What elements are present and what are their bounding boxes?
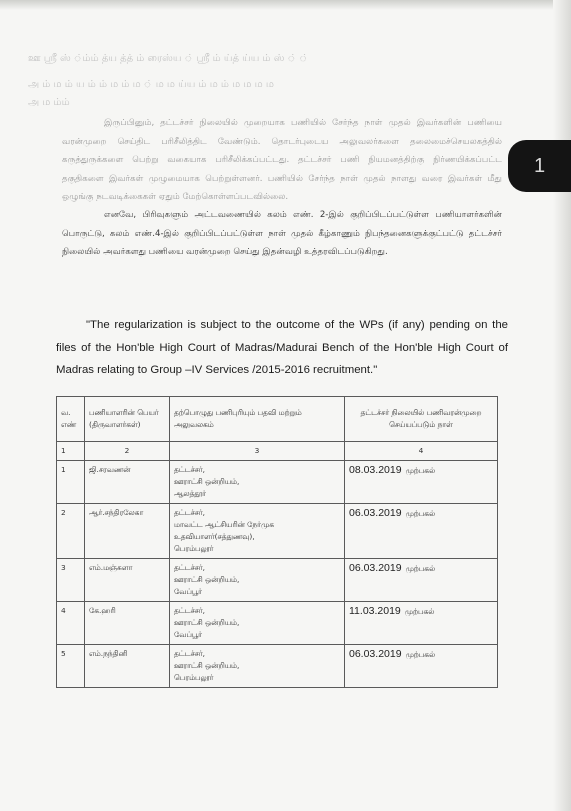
- row-employee-name: ஆர்.சந்திரலேகா: [85, 504, 170, 559]
- table-row: [57, 504, 498, 559]
- session-label: முற்பகல்: [405, 509, 436, 518]
- row-date-cell: [345, 602, 498, 645]
- session-label: முற்பகல்: [404, 607, 435, 616]
- row-post: [170, 504, 345, 559]
- header-employee: பணியாளரின் பெயர் (திருவாளர்கள்): [85, 397, 170, 442]
- regularization-date: 06.03.2019: [349, 507, 402, 519]
- table-row: [57, 559, 498, 602]
- row-post: [170, 461, 345, 504]
- faint-header-line-2: அ ம் ம ம் ய ம் ம் ம ம் ம ் ம ம ய்ய ம் ம ம் ம ம ம ம: [28, 79, 274, 90]
- row-date-cell: [345, 559, 498, 602]
- post-line: தட்டச்சர்,: [174, 465, 205, 474]
- english-condition-note: [56, 314, 508, 382]
- row-date-cell: [345, 504, 498, 559]
- post-line: வேப்பூர்: [174, 587, 202, 596]
- regularization-date: 06.03.2019: [349, 648, 402, 660]
- row-employee-name: எம்.நந்தினி: [85, 645, 170, 688]
- column-number: 2: [85, 442, 170, 461]
- paragraph-regularization-context: இருப்பினும், தட்டச்சர் நிலையில் முறையாக பணியில் சேர்ந்த நாள் முதல் இவர்களின் பணியை வரன்முறை செய்திட பரிசீலித்திட வேண்டும். தொடர்புடைய அலுவலர்களை தலைமைச்செயலகத்தில் கருத்துருக்களை பெற்று வகையாக பரிசீலிக்கப்பட்டது. தட்டச்சர் பணி நியமனத்திற்கு நிர்ணயிக்கப்பட்ட தகுதிகளை இவர்கள் முழுமையாக பெற்றுள்ளனர். பணியில் சேர்ந்த நாள் முதல் நாளது வரை இவர்கள் மீது ஒழுங்கு நடவடிக்கைகள் ஏதும் மேற்கொள்ளப்படவில்லை.: [62, 118, 502, 202]
- faint-header-line-1: ஊ ஸ்ரீ ஸ் ்ம்ம் த்ய த்த் ம் ரைஸ்ய ் ஸ்ரீ ம் ய்த் ய்ய ம் ஸ் ் ்: [28, 53, 309, 64]
- post-line: வேப்பூர்: [174, 630, 202, 639]
- row-post: [170, 559, 345, 602]
- row-serial: 2: [57, 504, 85, 559]
- row-serial: 5: [57, 645, 85, 688]
- row-date-cell: [345, 461, 498, 504]
- header-post: தற்பொழுது பணிபுரியும் பதவி மற்றும் அலுவலகம்: [170, 397, 345, 442]
- session-label: முற்பகல்: [405, 564, 436, 573]
- row-post: [170, 645, 345, 688]
- post-line: பெரம்பலூர்: [174, 544, 214, 553]
- column-number-row: [57, 442, 498, 461]
- row-employee-name: ஜி.சரவணன்: [85, 461, 170, 504]
- post-line: தட்டச்சர்,: [174, 508, 205, 517]
- english-note-text: "The regularization is subject to the outcome of the WPs (if any) pending on the files of the Hon'ble High Court of Madras/Madurai Bench of the Hon'ble High Court of Madras relating to Group –IV Services /2015-2016 recruitment.": [56, 319, 508, 376]
- faint-header-line-3: அ ம ம்ம்: [28, 97, 70, 108]
- post-line: தட்டச்சர்,: [174, 606, 205, 615]
- post-line: தட்டச்சர்,: [174, 563, 205, 572]
- column-number: 3: [170, 442, 345, 461]
- regularization-date: 06.03.2019: [349, 562, 402, 574]
- session-label: முற்பகல்: [405, 466, 436, 475]
- row-date-cell: [345, 645, 498, 688]
- row-serial: 4: [57, 602, 85, 645]
- column-number: 1: [57, 442, 85, 461]
- scan-top-edge: [0, 0, 571, 10]
- regularization-date: 08.03.2019: [349, 464, 402, 476]
- post-line: பெரம்பலூர்: [174, 673, 214, 682]
- regularization-date: 11.03.2019: [349, 605, 401, 617]
- row-post: [170, 602, 345, 645]
- row-employee-name: கே.ஹரி: [85, 602, 170, 645]
- row-employee-name: எம்.மஞ்சுளா: [85, 559, 170, 602]
- table-row: [57, 602, 498, 645]
- page-number: 1: [533, 154, 546, 177]
- row-serial: 1: [57, 461, 85, 504]
- post-line: தட்டச்சர்,: [174, 649, 205, 658]
- table-row: [57, 645, 498, 688]
- column-number: 4: [345, 442, 498, 461]
- staff-regularization-table: [56, 396, 498, 688]
- header-serial: வ. எண்: [57, 397, 85, 442]
- table-row: [57, 461, 498, 504]
- post-line: ஊராட்சி ஒன்றியம்,: [174, 661, 240, 670]
- post-line: ஊராட்சி ஒன்றியம்,: [174, 477, 240, 486]
- scan-right-edge: [553, 0, 571, 811]
- paragraph-order: எனவே, பிரிவுகளும் அட்டவணையில் கலம் எண். 2-இல் குறிப்பிடப்பட்டுள்ள பணியாளர்களின் பொருட்டு, கலம் எண்.4-இல் குறிப்பிடப்பட்டுள்ள நாள் முதல் கீழ்காணும் நிபந்தனைகளுக்குட்பட்டு தட்டச்சர் நிலையில் அவர்களது பணியை வரன்முறை செய்து இதன்வழி உத்தரவிடப்படுகிறது.: [62, 210, 502, 257]
- post-line: மாவட்ட ஆட்சியரின் நேர்முக உதவியாளர்(சத்துணவு),: [174, 520, 274, 541]
- session-label: முற்பகல்: [405, 650, 436, 659]
- row-serial: 3: [57, 559, 85, 602]
- post-line: ஊராட்சி ஒன்றியம்,: [174, 575, 240, 584]
- header-date: தட்டச்சர் நிலையில் பணிவரன்முறை செய்யப்படும் நாள்: [345, 397, 498, 442]
- page-number-tab: [508, 140, 571, 192]
- post-line: ஆலத்தூர்: [174, 489, 206, 498]
- table-header-row: [57, 397, 498, 442]
- post-line: ஊராட்சி ஒன்றியம்,: [174, 618, 240, 627]
